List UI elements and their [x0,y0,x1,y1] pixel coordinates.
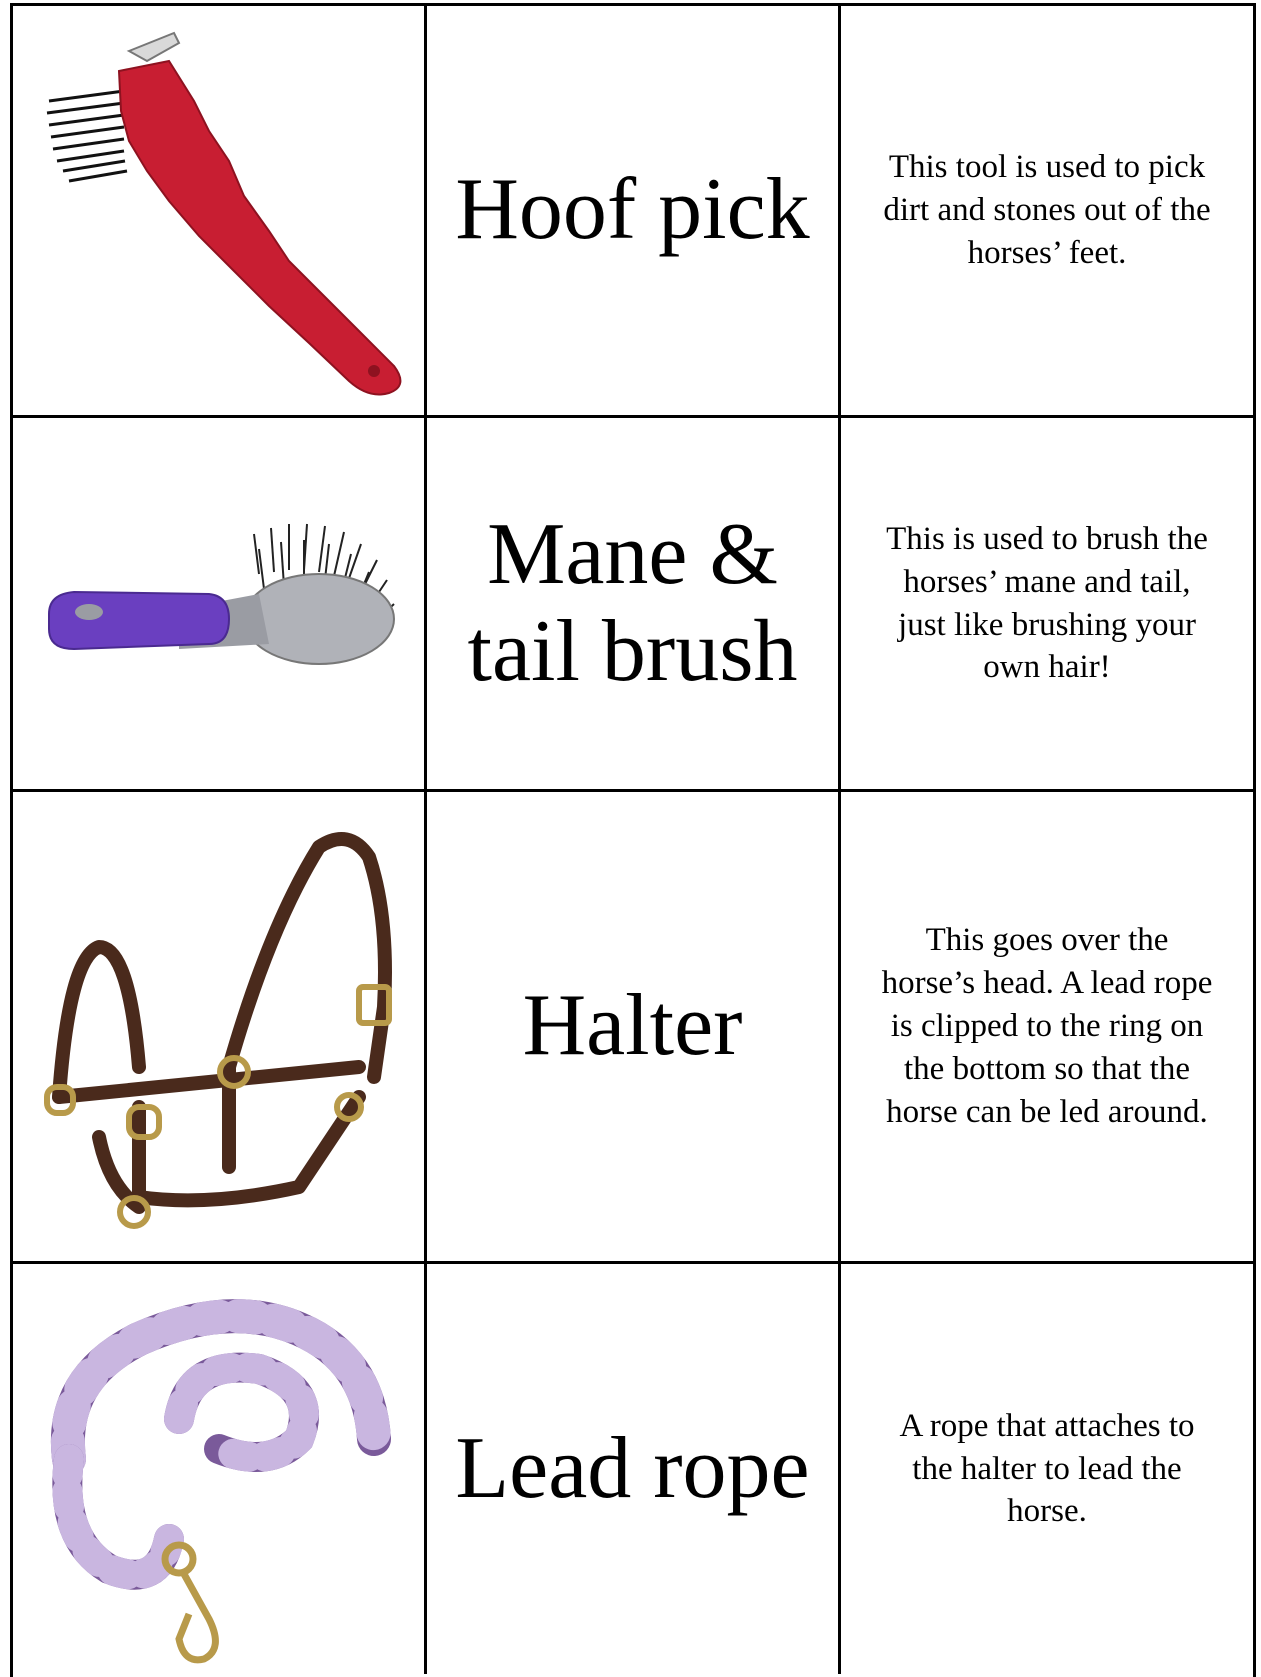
mane-tail-brush-image [29,514,409,694]
lead-rope-image-cell [13,1264,427,1674]
halter-image [29,807,409,1247]
item-name: Mane & tail brush [467,505,798,700]
mane-tail-brush-image-cell [13,418,427,792]
item-name: Hoof pick [455,161,810,259]
item-description: This tool is used to pick dirt and stones out of the horses’ feet. [883,149,1211,271]
hoof-pick-image-cell [13,6,427,418]
mane-tail-brush-description-cell [841,418,1253,792]
grooming-card-table [10,3,1256,1677]
item-name: Lead rope [455,1419,810,1517]
lead-rope-description-cell [841,1264,1253,1674]
halter-name-cell [427,792,841,1264]
item-description: A rope that attaches to the halter to lead the horse. [899,1407,1195,1530]
item-name: Halter [522,977,743,1075]
item-description: This goes over the horse’s head. A lead rope is clipped to the ring on the bottom so that the horse can be led around. [881,922,1213,1130]
mane-tail-brush-name-cell [427,418,841,792]
halter-image-cell [13,792,427,1264]
lead-rope-image [29,1269,409,1669]
hoof-pick-description-cell [841,6,1253,418]
item-description: This is used to brush the horses’ mane and tail, just like brushing your own hair! [886,520,1208,686]
hoof-pick-name-cell [427,6,841,418]
lead-rope-name-cell [427,1264,841,1674]
hoof-pick-image [29,21,409,401]
halter-description-cell [841,792,1253,1264]
